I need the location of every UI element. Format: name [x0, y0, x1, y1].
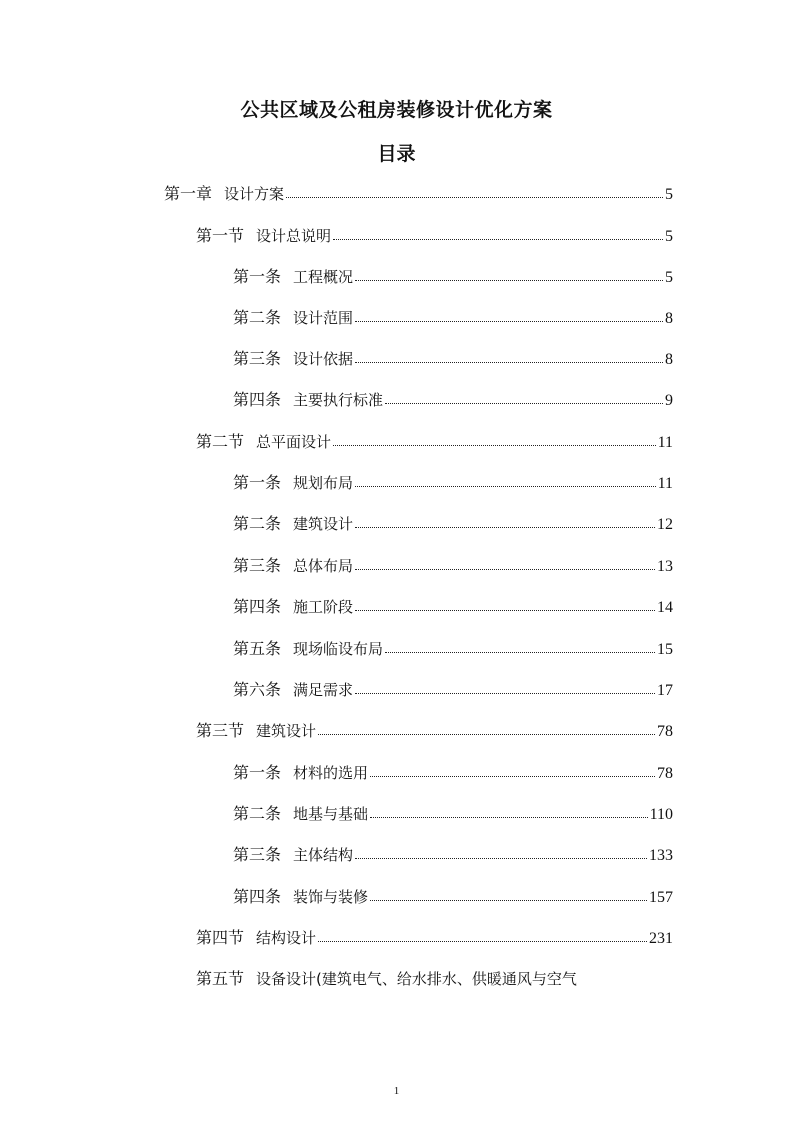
- dot-leader: [355, 858, 647, 859]
- toc-entry-title: 设计方案: [224, 185, 285, 203]
- toc-entry-title: 施工阶段: [293, 598, 354, 616]
- toc-entry-number: 第一章: [164, 184, 213, 203]
- toc-entry-page: 231: [649, 930, 673, 947]
- toc-entry-number: 第四条: [233, 390, 282, 409]
- dot-leader: [355, 610, 655, 611]
- toc-entry-number: 第二条: [233, 514, 282, 533]
- toc-entry-article[interactable]: [233, 305, 673, 331]
- dot-leader: [370, 817, 648, 818]
- toc-entry-title: 地基与基础: [293, 805, 369, 823]
- toc-entry-page: 78: [657, 765, 673, 782]
- toc-entry-number: 第二节: [196, 432, 245, 451]
- toc-entry-number: 第二条: [233, 308, 282, 327]
- toc-entry-number: 第一条: [233, 473, 282, 492]
- toc-entry-section-2[interactable]: [196, 429, 673, 455]
- toc-entry-page: 12: [657, 516, 673, 533]
- toc-entry-page: 133: [649, 847, 673, 864]
- toc-entry-title: 主要执行标准: [293, 391, 384, 409]
- toc-entry-number: 第六条: [233, 680, 282, 699]
- dot-leader: [333, 445, 656, 446]
- toc-entry-article[interactable]: [233, 677, 673, 703]
- dot-leader: [355, 321, 663, 322]
- toc-entry-number: 第四条: [233, 597, 282, 616]
- toc-entry-page: 157: [649, 889, 673, 906]
- dot-leader: [370, 776, 655, 777]
- toc-entry-number: 第三条: [233, 845, 282, 864]
- dot-leader: [355, 362, 663, 363]
- toc-entry-article[interactable]: [233, 760, 673, 786]
- toc-entry-title: 总平面设计: [256, 433, 332, 451]
- toc-entry-article[interactable]: [233, 884, 673, 910]
- document-title: 公共区域及公租房装修设计优化方案: [240, 99, 553, 121]
- dot-leader: [355, 693, 655, 694]
- toc-entry-number: 第一条: [233, 267, 282, 286]
- toc-entry-article[interactable]: [233, 387, 673, 413]
- dot-leader: [286, 197, 663, 198]
- toc-entry-page: 11: [657, 434, 673, 451]
- toc-entry-title: 建筑设计: [256, 722, 317, 740]
- toc-entry-section-3[interactable]: [196, 718, 673, 744]
- dot-leader: [355, 569, 655, 570]
- toc-entry-page: 17: [657, 682, 673, 699]
- toc-entry-title: 装饰与装修: [293, 888, 369, 906]
- toc-entry-number: 第五节: [196, 969, 245, 988]
- toc-entry-chapter-1[interactable]: [164, 181, 673, 207]
- toc-entry-title: 设计范围: [293, 309, 354, 327]
- toc-entry-page: 8: [665, 351, 673, 368]
- toc-entry-number: 第五条: [233, 639, 282, 658]
- toc-entry-title: 现场临设布局: [293, 640, 384, 658]
- dot-leader: [355, 486, 656, 487]
- toc-entry-page: 5: [665, 228, 673, 245]
- toc-entry-article[interactable]: [233, 511, 673, 537]
- toc-entry-number: 第四节: [196, 928, 245, 947]
- toc-entry-section-1[interactable]: [196, 223, 673, 249]
- toc-entry-page: 110: [649, 806, 673, 823]
- dot-leader: [355, 280, 663, 281]
- toc-entry-article[interactable]: [233, 264, 673, 290]
- toc-entry-title: 结构设计: [256, 929, 317, 947]
- toc-entry-page: 8: [665, 310, 673, 327]
- toc-entry-page: 78: [657, 723, 673, 740]
- toc-entry-section-5[interactable]: [196, 966, 577, 992]
- toc-entry-title: 材料的选用: [293, 764, 369, 782]
- toc-entry-number: 第一条: [233, 763, 282, 782]
- toc-entry-page: 5: [665, 186, 673, 203]
- dot-leader: [385, 403, 663, 404]
- toc-entry-title: 设备设计(建筑电气、给水排水、供暖通风与空气: [256, 970, 577, 988]
- toc-entry-number: 第四条: [233, 887, 282, 906]
- toc-entry-title: 设计依据: [293, 350, 354, 368]
- toc-entry-page: 5: [665, 269, 673, 286]
- toc-entry-title: 建筑设计: [293, 515, 354, 533]
- toc-entry-number: 第三条: [233, 349, 282, 368]
- dot-leader: [370, 900, 647, 901]
- dot-leader: [318, 941, 647, 942]
- toc-entry-title: 主体结构: [293, 846, 354, 864]
- toc-entry-number: 第二条: [233, 804, 282, 823]
- toc-entry-title: 满足需求: [293, 681, 354, 699]
- toc-entry-title: 规划布局: [293, 474, 354, 492]
- dot-leader: [355, 527, 655, 528]
- toc-entry-title: 设计总说明: [256, 227, 332, 245]
- toc-entry-page: 9: [665, 392, 673, 409]
- toc-entry-number: 第三节: [196, 721, 245, 740]
- toc-entry-page: 14: [657, 599, 673, 616]
- toc-entry-page: 11: [657, 475, 673, 492]
- page-number: 1: [393, 1085, 400, 1097]
- dot-leader: [333, 239, 663, 240]
- toc-entry-number: 第三条: [233, 556, 282, 575]
- toc-entry-page: 15: [657, 641, 673, 658]
- toc-entry-article[interactable]: [233, 553, 673, 579]
- toc-entry-number: 第一节: [196, 226, 245, 245]
- toc-entry-article[interactable]: [233, 470, 673, 496]
- toc-entry-title: 总体布局: [293, 557, 354, 575]
- dot-leader: [318, 734, 655, 735]
- toc-heading: 目录: [377, 143, 416, 165]
- toc-entry-title: 工程概况: [293, 268, 354, 286]
- toc-entry-article[interactable]: [233, 636, 673, 662]
- toc-entry-page: 13: [657, 558, 673, 575]
- toc-entry-article[interactable]: [233, 842, 673, 868]
- toc-entry-article[interactable]: [233, 594, 673, 620]
- toc-entry-section-4[interactable]: [196, 925, 673, 951]
- toc-entry-article[interactable]: [233, 346, 673, 372]
- dot-leader: [385, 652, 655, 653]
- toc-entry-article[interactable]: [233, 801, 673, 827]
